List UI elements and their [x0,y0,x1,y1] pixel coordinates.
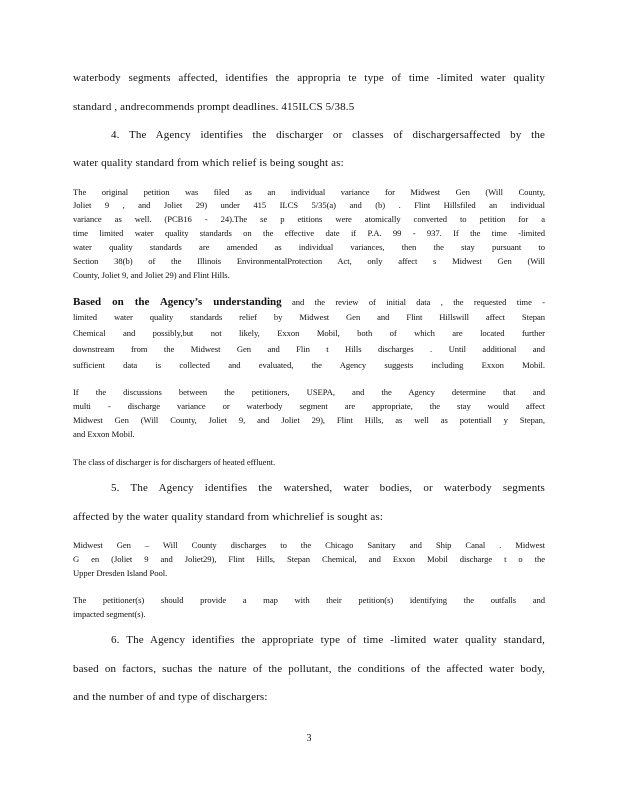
bold-phrase: Based on the Agency’s understanding [73,296,282,308]
text-line: water quality standard from which relief is being sought as: [73,157,344,169]
text-line: The petitioner(s) should provide a map with their petition(s) identifying the outfalls and [73,595,545,605]
text-line: waterbody segments affected, identifies the appropria te type of time -limited water quality [73,72,545,84]
text-line: County, Joliet 9, and Joliet 29) and Flint Hills. [73,270,230,280]
text-line [73,296,545,308]
text-line: Chemical and possibly,but not likely, Exxon Mobil, both of which are located further [73,328,545,338]
text-line: The class of discharger is for dischargers of heated effluent. [73,457,276,467]
text-line: multi - discharge variance or waterbody segment are appropriate, the stay would affect [73,401,545,411]
text-line: downstream from the Midwest Gen and Flin t Hills discharges . Until additional and [73,344,545,354]
line-remainder: and the review of initial data , the requested time - [281,297,546,307]
numbered-paragraph-6: 6. The Agency identifies the appropriate type of time -limited water quality standard, [111,634,545,646]
text-line: Midwest Gen – Will County discharges to the Chicago Sanitary and Ship Canal . Midwest [73,540,545,550]
text-line: time limited water quality standards on the effective date if P.A. 99 - 937. If the time -limited [73,228,545,238]
text-line: Joliet 9 , and Joliet 29) under 415 ILCS 5/35(a) and (b) . Flint Hillsfiled an individual [73,200,545,210]
text-line: and Exxon Mobil. [73,429,135,439]
text-line: Section 38(b) of the Illinois EnvironmentalProtection Act, only affect s Midwest Gen (Will [73,256,545,266]
text-line: If the discussions between the petitioners, USEPA, and the Agency determine that and [73,387,545,397]
text-line: The original petition was filed as an individual variance for Midwest Gen (Will County, [73,187,545,197]
text-line: standard , andrecommends prompt deadlines. 415ILCS 5/38.5 [73,101,355,113]
page-number: 3 [306,733,312,744]
text-line: Midwest Gen (Will County, Joliet 9, and Joliet 29), Flint Hills, as well as potentiall y Stepan, [73,415,545,425]
text-line: impacted segment(s). [73,609,146,619]
text-line: based on factors, suchas the nature of the pollutant, the conditions of the affected water body, [73,663,545,675]
text-line: water quality standards are amended as individual variances, then the stay pursuant to [73,242,545,252]
text-line: affected by the water quality standard from whichrelief is sought as: [73,511,384,523]
text-line: variance as well. (PCB16 - 24).The se p etitions were atomically converted to petition for a [73,214,545,224]
text-line: limited water quality standards relief by Midwest Gen and Flint Hillswill affect Stepan [73,312,545,322]
text-line: sufficient data is collected and evaluated, the Agency suggests including Exxon Mobil. [73,360,545,370]
text-line: Upper Dresden Island Pool. [73,568,168,578]
numbered-paragraph-4: 4. The Agency identifies the discharger or classes of dischargersaffected by the [111,129,545,141]
numbered-paragraph-5: 5. The Agency identifies the watershed, water bodies, or waterbody segments [111,482,545,494]
text-line: G en (Joliet 9 and Joliet29), Flint Hills, Stepan Chemical, and Exxon Mobil discharge t o the [73,554,545,564]
text-line: and the number of and type of dischargers: [73,691,268,703]
